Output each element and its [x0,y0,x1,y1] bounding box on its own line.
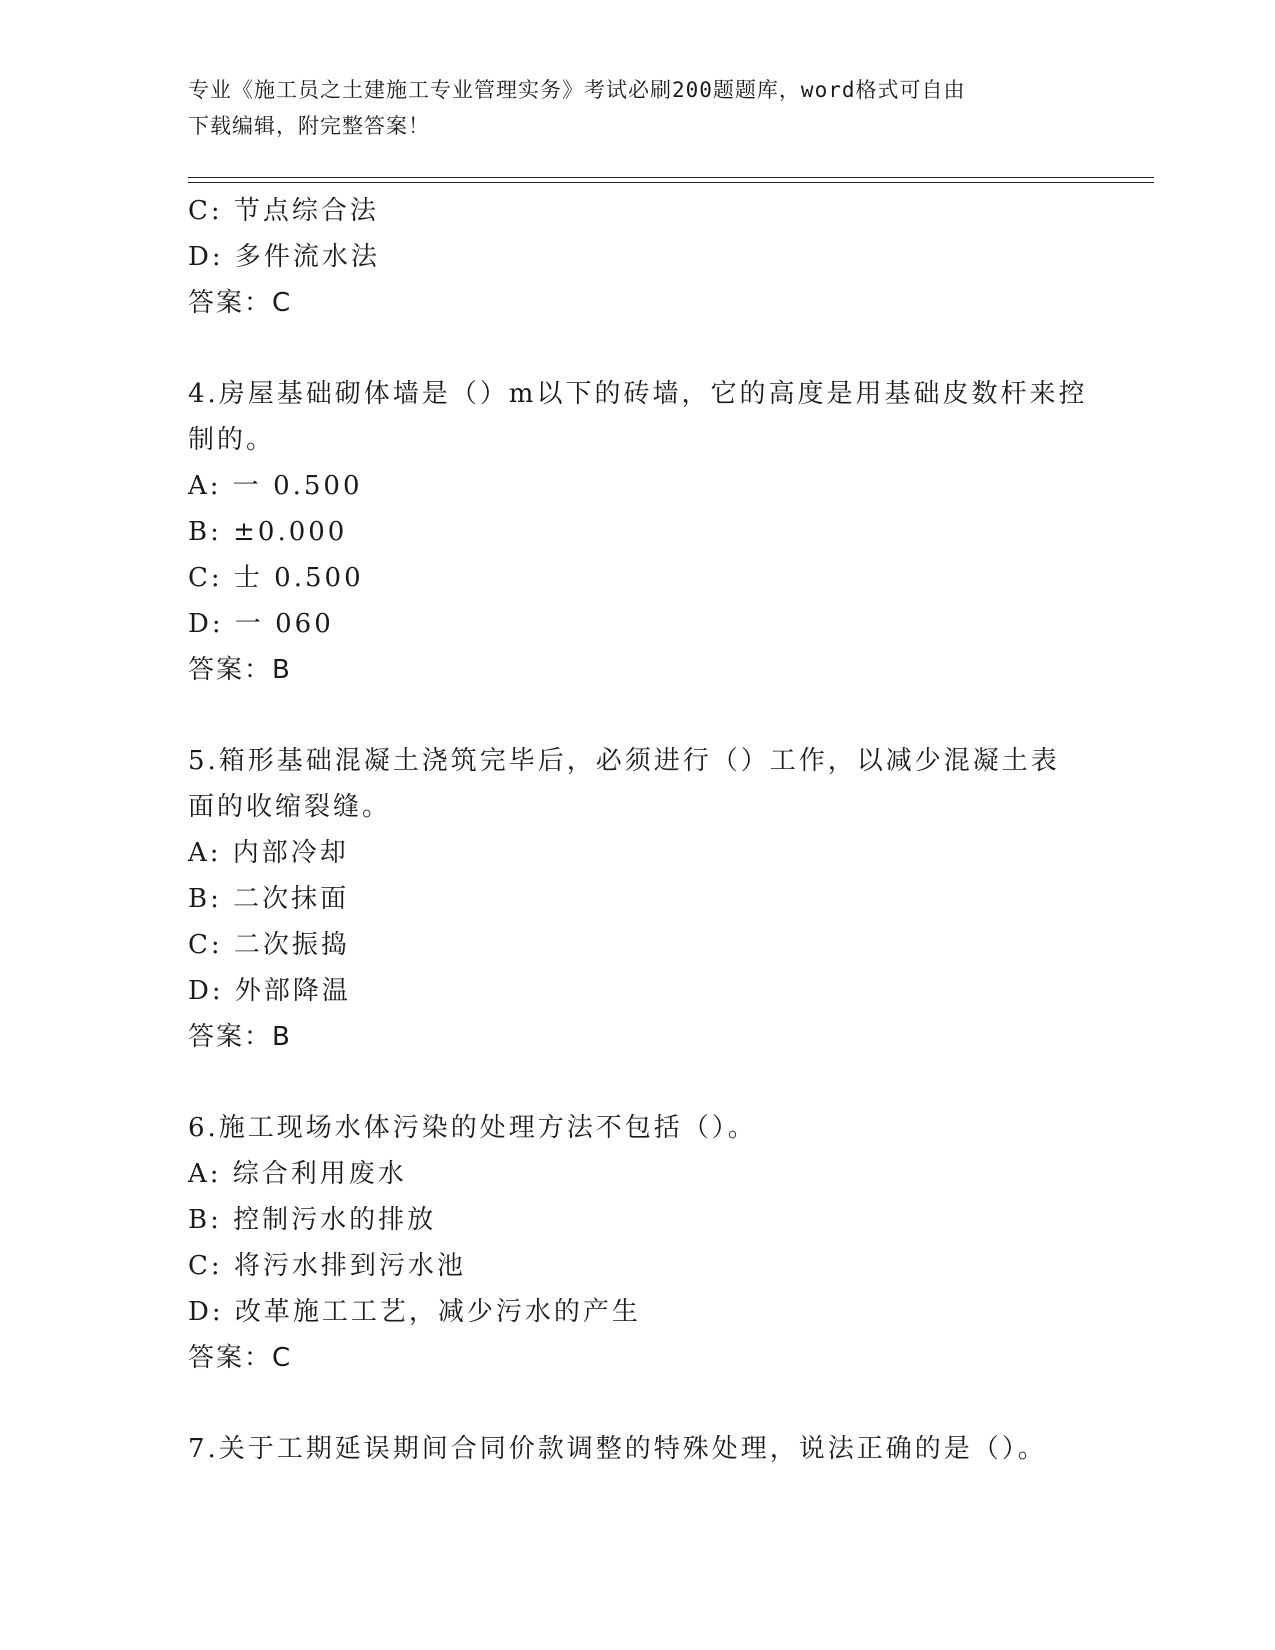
option-c: C: 士 0.500 [188,563,364,593]
option-c: C: 二次振捣 [188,930,350,960]
option-c: C: 将污水排到污水池 [188,1251,466,1281]
question-stem-line-1: 5.箱形基础混凝土浇筑完毕后，必须进行（）工作，以减少混凝土表 [188,746,1060,776]
document-header [188,72,1068,144]
spacer [188,1060,1088,1105]
question-4 [188,371,1088,693]
option-a: A: 内部冷却 [188,838,349,868]
question-3-continued [188,188,1088,326]
option-b: B: 二次抹面 [188,884,350,914]
answer-line: 答案：B [188,655,292,685]
spacer [188,1381,1088,1426]
option-d: D: 外部降温 [188,976,351,1006]
question-stem-line-1: 4.房屋基础砌体墙是（）m以下的砖墙，它的高度是用基础皮数杆来控 [188,379,1088,409]
question-7 [188,1426,1088,1472]
spacer [188,693,1088,738]
option-d: D: 一 060 [188,609,334,639]
answer-line: 答案：B [188,1022,292,1052]
option-d: D: 多件流水法 [188,242,380,272]
question-stem-line-1: 7.关于工期延误期间合同价款调整的特殊处理，说法正确的是（）。 [188,1434,1047,1464]
option-b: B: ±0.000 [188,517,348,547]
header-rule-top [188,177,1154,178]
option-a: A: 一 0.500 [188,471,363,501]
question-5 [188,738,1088,1060]
header-rule-bottom [188,182,1154,183]
question-6 [188,1105,1088,1381]
header-line-1: 专业《施工员之土建施工专业管理实务》考试必刷200题题库，word格式可自由 [188,78,966,102]
spacer [188,326,1088,371]
question-list [188,188,1088,1472]
question-stem-line-2: 制的。 [188,425,276,455]
header-line-2: 下载编辑，附完整答案！ [188,114,430,138]
option-c: C: 节点综合法 [188,196,379,226]
option-b: B: 控制污水的排放 [188,1205,437,1235]
option-d: D: 改革施工工艺，减少污水的产生 [188,1297,641,1327]
question-stem-line-2: 面的收缩裂缝。 [188,792,392,822]
option-a: A: 综合利用废水 [188,1159,407,1189]
answer-line: 答案：C [188,1343,293,1373]
answer-line: 答案：C [188,288,293,318]
question-stem-line-1: 6.施工现场水体污染的处理方法不包括（）。 [188,1113,757,1143]
